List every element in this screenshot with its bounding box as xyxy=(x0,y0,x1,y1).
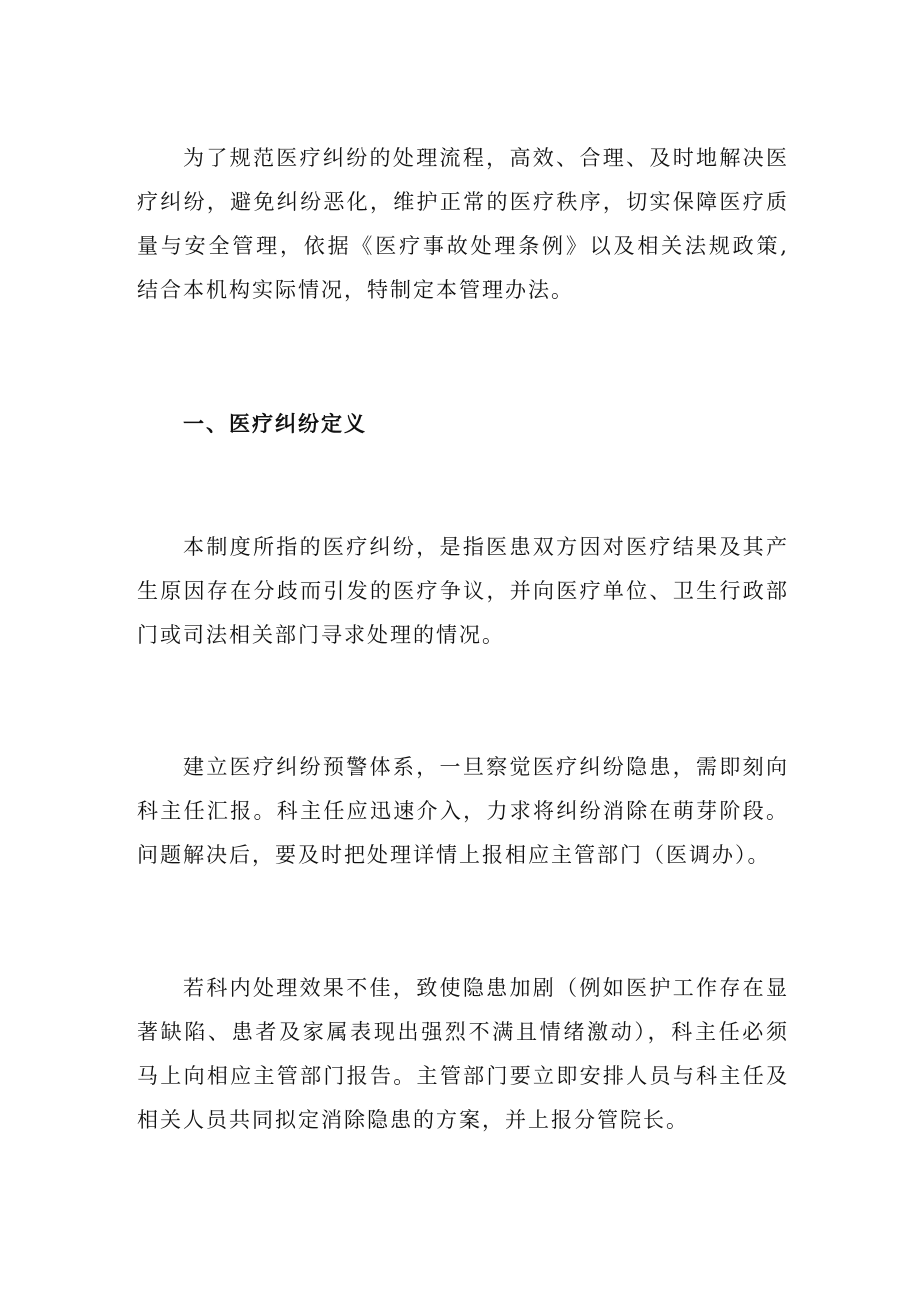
escalation-paragraph: 若科内处理效果不佳，致使隐患加剧（例如医护工作存在显著缺陷、患者及家属表现出强烈不满且情绪激动），科主任必须马上向相应主管部门报告。主管部门要立即安排人员与科主任及相关人员共同拟定消除隐患的方案，并上报分管院长。 xyxy=(137,976,789,1132)
section-heading: 一、医疗纠纷定义 xyxy=(183,411,367,436)
intro-paragraph: 为了规范医疗纠纷的处理流程，高效、合理、及时地解决医疗纠纷，避免纠纷恶化，维护正常的医疗秩序，切实保障医疗质量与安全管理，依据《医疗事故处理条例》以及相关法规政策,结合本机构实际情况，特制定本管理办法。 xyxy=(137,146,789,302)
definition-paragraph: 本制度所指的医疗纠纷，是指医患双方因对医疗结果及其产生原因存在分歧而引发的医疗争议，并向医疗单位、卫生行政部门或司法相关部门寻求处理的情况。 xyxy=(137,535,789,647)
warning-system-paragraph: 建立医疗纠纷预警体系，一旦察觉医疗纠纷隐患，需即刻向科主任汇报。科主任应迅速介入，力求将纠纷消除在萌芽阶段。问题解决后，要及时把处理详情上报相应主管部门（医调办）。 xyxy=(137,755,789,867)
